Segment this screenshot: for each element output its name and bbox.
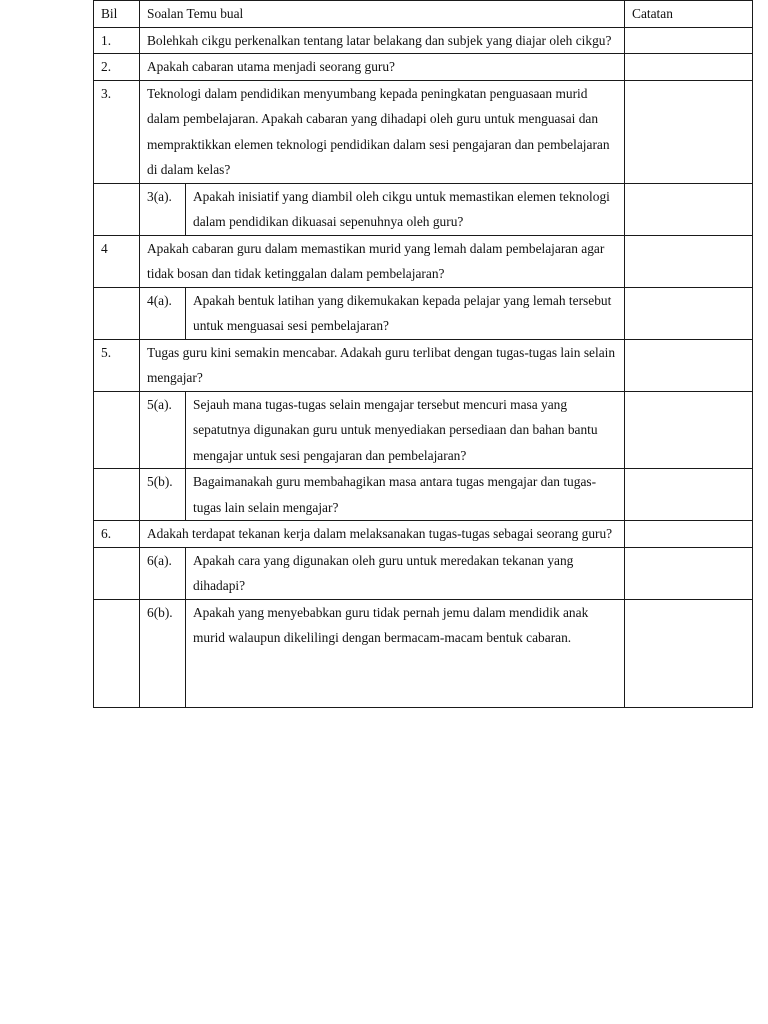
table-row — [94, 547, 753, 599]
table-row — [94, 521, 753, 548]
table-row — [94, 339, 753, 391]
table-row — [94, 54, 753, 81]
table-row — [94, 599, 753, 707]
question-text: Apakah cabaran guru dalam memastikan murid yang lemah dalam pembelajaran agar tidak bosan dan tidak ketinggalan dalam pembelajaran? — [140, 235, 625, 287]
table-row — [94, 391, 753, 469]
header-bil: Bil — [94, 1, 140, 28]
notes-cell — [625, 521, 753, 548]
sub-question-number: 5(a). — [140, 391, 186, 469]
interview-questions-table — [93, 0, 753, 708]
row-number-empty — [94, 547, 140, 599]
table-row — [94, 183, 753, 235]
row-number: 5. — [94, 339, 140, 391]
notes-cell — [625, 599, 753, 707]
notes-cell — [625, 235, 753, 287]
header-soalan: Soalan Temu bual — [140, 1, 625, 28]
notes-cell — [625, 80, 753, 183]
table-header-row — [94, 1, 753, 28]
row-number-empty — [94, 287, 140, 339]
sub-question-number: 6(a). — [140, 547, 186, 599]
question-text: Apakah cabaran utama menjadi seorang guru? — [140, 54, 625, 81]
question-text: Adakah terdapat tekanan kerja dalam melaksanakan tugas-tugas sebagai seorang guru? — [140, 521, 625, 548]
question-text: Teknologi dalam pendidikan menyumbang kepada peningkatan penguasaan murid dalam pembelajaran. Apakah cabaran yang dihadapi oleh guru untuk menguasai dan mempraktikkan elemen teknologi pendidikan dalam sesi pengajaran dan pembelajaran di dalam kelas? — [140, 80, 625, 183]
row-number-empty — [94, 391, 140, 469]
notes-cell — [625, 287, 753, 339]
question-text: Apakah bentuk latihan yang dikemukakan kepada pelajar yang lemah tersebut untuk menguasai sesi pembelajaran? — [186, 287, 625, 339]
notes-cell — [625, 27, 753, 54]
table-row — [94, 235, 753, 287]
sub-question-number: 5(b). — [140, 469, 186, 521]
question-text: Apakah cara yang digunakan oleh guru untuk meredakan tekanan yang dihadapi? — [186, 547, 625, 599]
sub-question-number: 4(a). — [140, 287, 186, 339]
row-number-empty — [94, 469, 140, 521]
question-text: Bolehkah cikgu perkenalkan tentang latar belakang dan subjek yang diajar oleh cikgu? — [140, 27, 625, 54]
question-text: Tugas guru kini semakin mencabar. Adakah guru terlibat dengan tugas-tugas lain selain mengajar? — [140, 339, 625, 391]
question-text: Bagaimanakah guru membahagikan masa antara tugas mengajar dan tugas-tugas lain selain mengajar? — [186, 469, 625, 521]
row-number-empty — [94, 599, 140, 707]
table-row — [94, 80, 753, 183]
notes-cell — [625, 469, 753, 521]
table-row — [94, 27, 753, 54]
question-text: Sejauh mana tugas-tugas selain mengajar tersebut mencuri masa yang sepatutnya digunakan guru untuk menyediakan persediaan dan bahan bantu mengajar untuk sesi pengajaran dan pembelajaran? — [186, 391, 625, 469]
table-row — [94, 469, 753, 521]
notes-cell — [625, 547, 753, 599]
row-number: 3. — [94, 80, 140, 183]
notes-cell — [625, 54, 753, 81]
row-number: 4 — [94, 235, 140, 287]
notes-cell — [625, 183, 753, 235]
header-catatan: Catatan — [625, 1, 753, 28]
question-text: Apakah inisiatif yang diambil oleh cikgu untuk memastikan elemen teknologi dalam pendidikan dikuasai sepenuhnya oleh guru? — [186, 183, 625, 235]
row-number: 6. — [94, 521, 140, 548]
row-number: 1. — [94, 27, 140, 54]
row-number-empty — [94, 183, 140, 235]
sub-question-number: 3(a). — [140, 183, 186, 235]
notes-cell — [625, 391, 753, 469]
table-row — [94, 287, 753, 339]
sub-question-number: 6(b). — [140, 599, 186, 707]
question-text: Apakah yang menyebabkan guru tidak pernah jemu dalam mendidik anak murid walaupun dikelilingi dengan bermacam-macam bentuk cabaran. — [186, 599, 625, 707]
notes-cell — [625, 339, 753, 391]
row-number: 2. — [94, 54, 140, 81]
